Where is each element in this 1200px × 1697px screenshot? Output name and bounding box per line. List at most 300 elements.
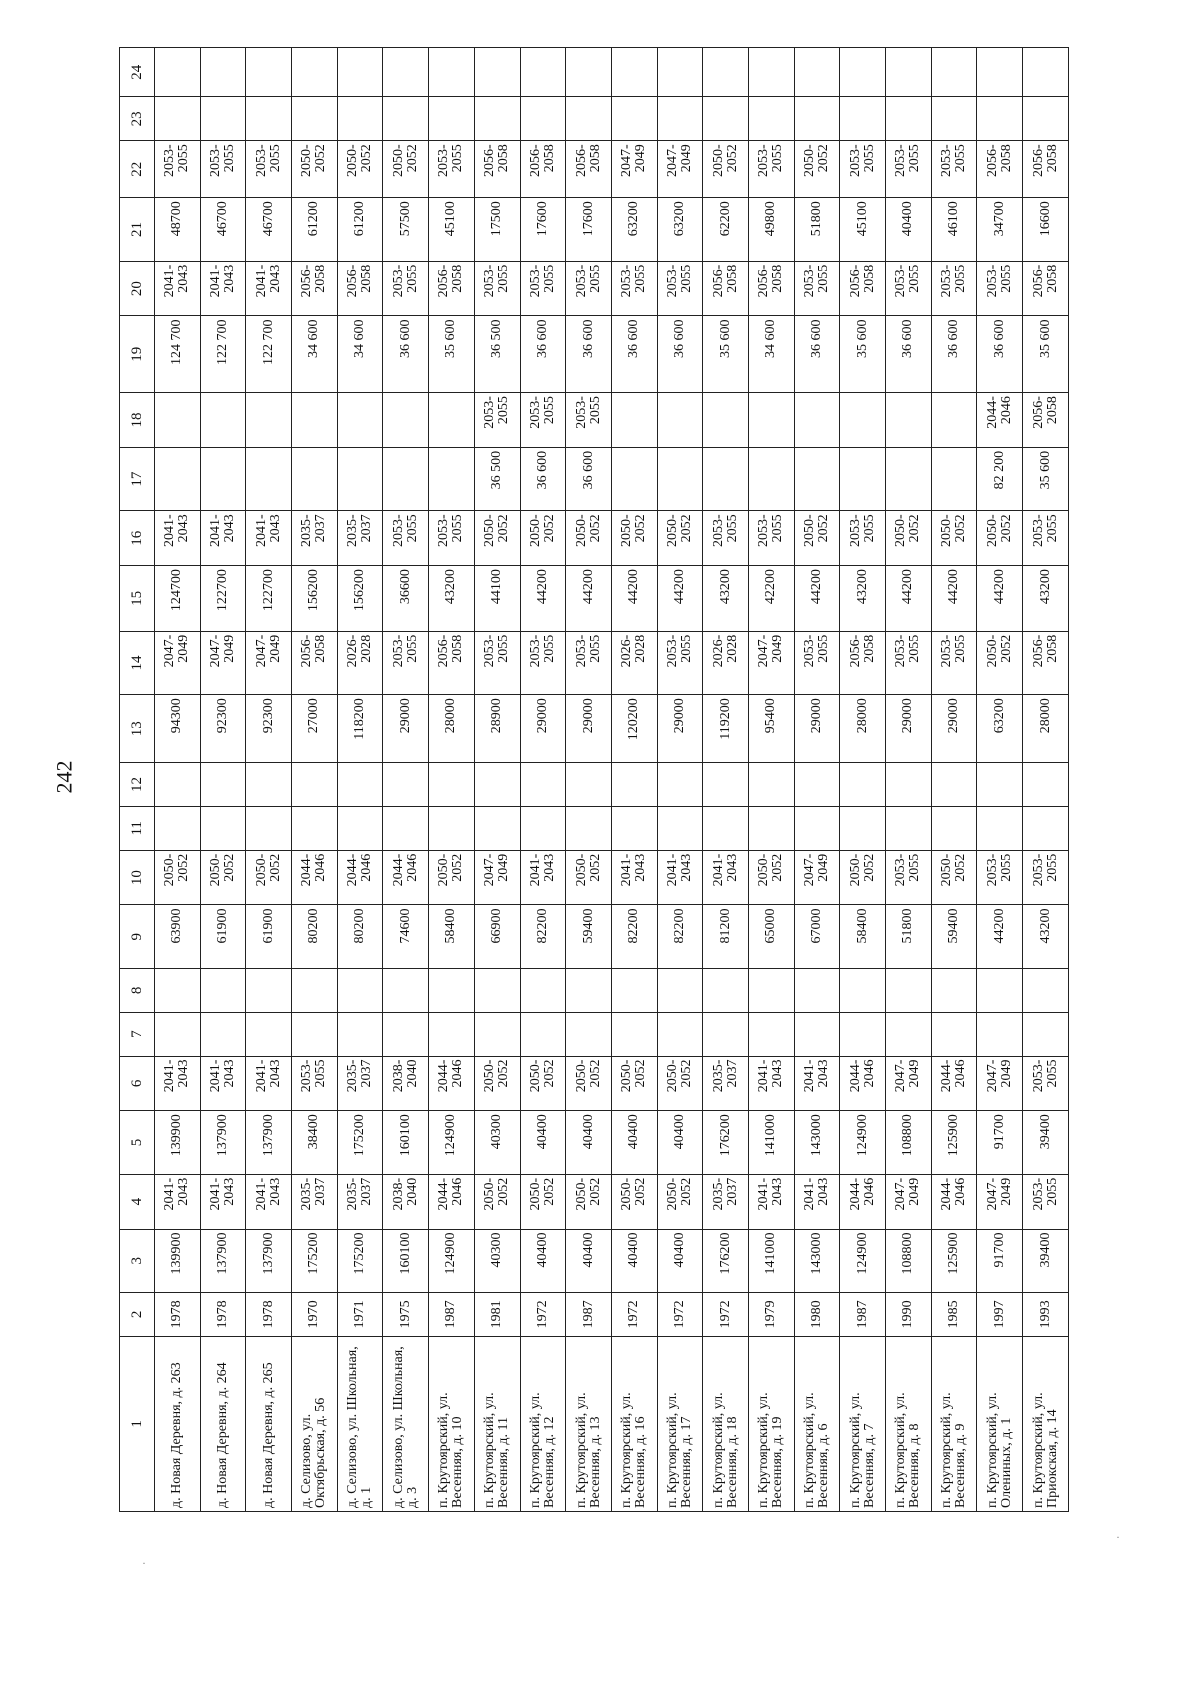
value-cell	[337, 1012, 383, 1056]
scan-mark: ·	[142, 1556, 146, 1570]
value-cell: 29000	[383, 695, 429, 763]
period-cell: 2056- 2058	[474, 141, 520, 198]
period-cell: 2053- 2055	[931, 261, 977, 316]
period-cell: 2053- 2055	[840, 511, 886, 566]
value-cell	[703, 447, 749, 511]
value-cell: 44200	[657, 566, 703, 632]
value-cell: 40400	[657, 1111, 703, 1175]
column-header: 17	[120, 447, 155, 511]
table-row	[566, 48, 612, 1512]
period-cell: 2041- 2043	[246, 1174, 292, 1229]
value-cell: 36 600	[566, 447, 612, 511]
period-cell: 2041- 2043	[520, 850, 566, 905]
value-cell	[246, 1012, 292, 1056]
period-cell: 2053- 2055	[886, 141, 932, 198]
value-cell	[703, 763, 749, 807]
value-cell	[931, 48, 977, 97]
year-cell: 1985	[931, 1293, 977, 1337]
value-cell: 124900	[429, 1229, 475, 1293]
table-row	[1023, 48, 1069, 1512]
value-cell	[155, 48, 201, 97]
period-cell: 2053- 2055	[474, 261, 520, 316]
value-cell	[520, 48, 566, 97]
value-cell: 29000	[794, 695, 840, 763]
scan-mark: ·	[1116, 1530, 1120, 1544]
value-cell: 57500	[383, 198, 429, 262]
period-cell: 2047- 2049	[657, 141, 703, 198]
value-cell	[931, 97, 977, 141]
value-cell: 141000	[748, 1229, 794, 1293]
value-cell	[520, 763, 566, 807]
address-cell: п. Крутоярский, ул. Весенняя, д. 7	[840, 1336, 886, 1511]
value-cell	[200, 1012, 246, 1056]
period-cell: 2053- 2055	[840, 141, 886, 198]
value-cell	[748, 447, 794, 511]
period-cell: 2041- 2043	[155, 511, 201, 566]
address-cell: д. Новая Деревня, д. 265	[246, 1336, 292, 1511]
value-cell: 36 600	[520, 316, 566, 393]
value-cell: 61900	[246, 905, 292, 969]
value-cell	[886, 48, 932, 97]
period-cell: 2056- 2058	[292, 631, 338, 695]
value-cell: 36 600	[611, 316, 657, 393]
period-cell: 2041- 2043	[748, 1174, 794, 1229]
value-cell	[200, 806, 246, 850]
period-cell: 2050- 2052	[520, 1174, 566, 1229]
period-cell: 2053- 2055	[931, 631, 977, 695]
table-row	[977, 48, 1023, 1512]
value-cell	[337, 393, 383, 448]
value-cell	[794, 806, 840, 850]
value-cell: 92300	[200, 695, 246, 763]
value-cell	[840, 763, 886, 807]
period-cell: 2047- 2049	[886, 1174, 932, 1229]
value-cell: 40400	[611, 1229, 657, 1293]
value-cell: 36 600	[931, 316, 977, 393]
value-cell: 160100	[383, 1111, 429, 1175]
value-cell	[337, 97, 383, 141]
value-cell	[246, 806, 292, 850]
period-cell: 2056- 2058	[1023, 631, 1069, 695]
period-cell: 2053- 2055	[566, 631, 612, 695]
value-cell	[246, 447, 292, 511]
value-cell	[429, 1012, 475, 1056]
value-cell: 36600	[383, 566, 429, 632]
period-cell: 2053- 2055	[383, 631, 429, 695]
period-cell: 2053- 2055	[886, 850, 932, 905]
value-cell	[611, 763, 657, 807]
value-cell	[292, 1012, 338, 1056]
value-cell	[292, 968, 338, 1012]
value-cell: 35 600	[703, 316, 749, 393]
value-cell: 94300	[155, 695, 201, 763]
value-cell	[200, 968, 246, 1012]
value-cell	[703, 1012, 749, 1056]
value-cell	[611, 97, 657, 141]
value-cell: 122700	[246, 566, 292, 632]
value-cell: 17600	[566, 198, 612, 262]
period-cell: 2053- 2055	[520, 393, 566, 448]
address-cell: п. Крутоярский, ул. Весенняя, д. 16	[611, 1336, 657, 1511]
address-cell: п. Крутоярский, ул. Весенняя, д. 18	[703, 1336, 749, 1511]
column-header: 14	[120, 631, 155, 695]
address-cell: п. Крутоярский, ул. Весенняя, д. 17	[657, 1336, 703, 1511]
period-cell: 2053- 2055	[474, 631, 520, 695]
value-cell	[794, 1012, 840, 1056]
value-cell	[155, 806, 201, 850]
column-header: 19	[120, 316, 155, 393]
value-cell: 124900	[840, 1111, 886, 1175]
period-cell: 2053- 2055	[566, 261, 612, 316]
column-header: 11	[120, 806, 155, 850]
value-cell: 44200	[931, 566, 977, 632]
value-cell	[155, 393, 201, 448]
period-cell: 2056- 2058	[292, 261, 338, 316]
table-row	[292, 48, 338, 1512]
value-cell	[886, 968, 932, 1012]
address-cell: д. Новая Деревня, д. 263	[155, 1336, 201, 1511]
value-cell: 36 600	[886, 316, 932, 393]
value-cell: 43200	[703, 566, 749, 632]
value-cell: 44200	[886, 566, 932, 632]
period-cell: 2041- 2043	[155, 261, 201, 316]
address-cell: д. Селизово, ул. Школьная, д. 1	[337, 1336, 383, 1511]
address-cell: д. Новая Деревня, д. 264	[200, 1336, 246, 1511]
value-cell	[566, 806, 612, 850]
column-header: 24	[120, 48, 155, 97]
period-cell: 2053- 2055	[155, 141, 201, 198]
column-header: 2	[120, 1293, 155, 1337]
period-cell: 2053- 2055	[1023, 850, 1069, 905]
value-cell	[429, 393, 475, 448]
value-cell	[429, 97, 475, 141]
value-cell: 67000	[794, 905, 840, 969]
value-cell	[931, 806, 977, 850]
period-cell: 2053- 2055	[1023, 511, 1069, 566]
value-cell	[703, 968, 749, 1012]
value-cell: 46700	[246, 198, 292, 262]
value-cell	[886, 97, 932, 141]
value-cell	[931, 968, 977, 1012]
value-cell	[337, 447, 383, 511]
period-cell: 2047- 2049	[246, 631, 292, 695]
table-row	[383, 48, 429, 1512]
period-cell: 2041- 2043	[200, 511, 246, 566]
period-cell: 2053- 2055	[931, 141, 977, 198]
period-cell: 2026- 2028	[337, 631, 383, 695]
value-cell: 28000	[1023, 695, 1069, 763]
period-cell: 2056- 2058	[840, 631, 886, 695]
period-cell: 2035- 2037	[292, 1174, 338, 1229]
period-cell: 2053- 2055	[429, 141, 475, 198]
value-cell: 17500	[474, 198, 520, 262]
address-cell: п. Крутоярский, ул. Весенняя, д. 8	[886, 1336, 932, 1511]
value-cell	[383, 1012, 429, 1056]
period-cell: 2056- 2058	[1023, 393, 1069, 448]
value-cell	[155, 763, 201, 807]
year-cell: 1972	[611, 1293, 657, 1337]
table-row	[429, 48, 475, 1512]
value-cell	[794, 393, 840, 448]
period-cell: 2050- 2052	[794, 511, 840, 566]
value-cell	[474, 48, 520, 97]
value-cell	[794, 97, 840, 141]
period-cell: 2035- 2037	[337, 1174, 383, 1229]
value-cell: 66900	[474, 905, 520, 969]
table-row	[794, 48, 840, 1512]
period-cell: 2050- 2052	[931, 511, 977, 566]
address-cell: п. Крутоярский, ул. Весенняя, д. 6	[794, 1336, 840, 1511]
column-header: 5	[120, 1111, 155, 1175]
period-cell: 2050- 2052	[566, 1056, 612, 1111]
period-cell: 2050- 2052	[474, 1174, 520, 1229]
value-cell	[155, 447, 201, 511]
period-cell: 2053- 2055	[794, 631, 840, 695]
table-row	[474, 48, 520, 1512]
value-cell: 63900	[155, 905, 201, 969]
value-cell	[566, 968, 612, 1012]
value-cell: 43200	[840, 566, 886, 632]
value-cell: 39400	[1023, 1229, 1069, 1293]
value-cell: 81200	[703, 905, 749, 969]
value-cell	[246, 968, 292, 1012]
value-cell	[200, 447, 246, 511]
value-cell: 82200	[611, 905, 657, 969]
value-cell	[200, 393, 246, 448]
value-cell	[155, 968, 201, 1012]
value-cell	[931, 1012, 977, 1056]
value-cell: 34 600	[292, 316, 338, 393]
value-cell: 63200	[611, 198, 657, 262]
period-cell: 2053- 2055	[292, 1056, 338, 1111]
value-cell: 40400	[566, 1111, 612, 1175]
table-row	[748, 48, 794, 1512]
year-cell: 1987	[429, 1293, 475, 1337]
value-cell	[977, 97, 1023, 141]
value-cell	[840, 968, 886, 1012]
period-cell: 2050- 2052	[246, 850, 292, 905]
value-cell: 58400	[429, 905, 475, 969]
value-cell	[931, 763, 977, 807]
value-cell: 137900	[246, 1229, 292, 1293]
value-cell	[931, 447, 977, 511]
value-cell	[429, 48, 475, 97]
period-cell: 2026- 2028	[703, 631, 749, 695]
value-cell	[520, 97, 566, 141]
value-cell: 95400	[748, 695, 794, 763]
value-cell	[337, 763, 383, 807]
period-cell: 2050- 2052	[657, 1056, 703, 1111]
column-header: 4	[120, 1174, 155, 1229]
value-cell	[611, 1012, 657, 1056]
period-cell: 2056- 2058	[520, 141, 566, 198]
table-row	[886, 48, 932, 1512]
period-cell: 2044- 2046	[840, 1056, 886, 1111]
period-cell: 2050- 2052	[657, 1174, 703, 1229]
period-cell: 2041- 2043	[200, 1056, 246, 1111]
period-cell: 2044- 2046	[383, 850, 429, 905]
value-cell: 119200	[703, 695, 749, 763]
year-cell: 1972	[520, 1293, 566, 1337]
period-cell: 2053- 2055	[886, 261, 932, 316]
value-cell: 175200	[337, 1111, 383, 1175]
value-cell	[977, 1012, 1023, 1056]
value-cell	[429, 968, 475, 1012]
value-cell: 29000	[931, 695, 977, 763]
address-cell: п. Крутоярский, ул. Приокская, д. 14	[1023, 1336, 1069, 1511]
value-cell	[977, 763, 1023, 807]
column-header: 12	[120, 763, 155, 807]
value-cell: 91700	[977, 1111, 1023, 1175]
period-cell: 2050- 2052	[474, 1056, 520, 1111]
value-cell	[246, 763, 292, 807]
value-cell	[748, 393, 794, 448]
year-cell: 1979	[748, 1293, 794, 1337]
value-cell: 141000	[748, 1111, 794, 1175]
value-cell	[520, 806, 566, 850]
value-cell: 29000	[886, 695, 932, 763]
period-cell: 2053- 2055	[977, 850, 1023, 905]
value-cell: 51800	[886, 905, 932, 969]
value-cell: 40400	[611, 1111, 657, 1175]
value-cell: 124900	[840, 1229, 886, 1293]
value-cell: 108800	[886, 1111, 932, 1175]
data-table	[119, 47, 1069, 1512]
value-cell: 27000	[292, 695, 338, 763]
value-cell	[794, 447, 840, 511]
address-cell: п. Крутоярский, ул. Олениных, д. 1	[977, 1336, 1023, 1511]
period-cell: 2041- 2043	[246, 1056, 292, 1111]
value-cell	[840, 806, 886, 850]
value-cell	[840, 48, 886, 97]
value-cell: 44100	[474, 566, 520, 632]
value-cell: 108800	[886, 1229, 932, 1293]
period-cell: 2044- 2046	[429, 1174, 475, 1229]
value-cell: 156200	[292, 566, 338, 632]
value-cell	[1023, 806, 1069, 850]
value-cell	[611, 393, 657, 448]
value-cell: 44200	[794, 566, 840, 632]
period-cell: 2050- 2052	[429, 850, 475, 905]
value-cell: 175200	[337, 1229, 383, 1293]
value-cell: 137900	[200, 1111, 246, 1175]
period-cell: 2041- 2043	[794, 1174, 840, 1229]
address-cell: п. Крутоярский, ул. Весенняя, д. 19	[748, 1336, 794, 1511]
period-cell: 2041- 2043	[611, 850, 657, 905]
period-cell: 2056- 2058	[429, 631, 475, 695]
period-cell: 2050- 2052	[794, 141, 840, 198]
value-cell	[429, 763, 475, 807]
value-cell	[840, 97, 886, 141]
value-cell	[657, 393, 703, 448]
period-cell: 2050- 2052	[520, 511, 566, 566]
value-cell	[840, 447, 886, 511]
period-cell: 2044- 2046	[429, 1056, 475, 1111]
value-cell: 43200	[1023, 566, 1069, 632]
value-cell: 28000	[429, 695, 475, 763]
value-cell: 176200	[703, 1229, 749, 1293]
value-cell	[611, 447, 657, 511]
value-cell: 124900	[429, 1111, 475, 1175]
year-cell: 1972	[703, 1293, 749, 1337]
column-header: 8	[120, 968, 155, 1012]
value-cell: 36 600	[977, 316, 1023, 393]
period-cell: 2056- 2058	[977, 141, 1023, 198]
column-header: 13	[120, 695, 155, 763]
year-cell: 1997	[977, 1293, 1023, 1337]
value-cell: 35 600	[840, 316, 886, 393]
value-cell: 44200	[977, 566, 1023, 632]
value-cell: 120200	[611, 695, 657, 763]
value-cell: 36 500	[474, 316, 520, 393]
period-cell: 2056- 2058	[429, 261, 475, 316]
period-cell: 2047- 2049	[977, 1056, 1023, 1111]
value-cell	[931, 393, 977, 448]
period-cell: 2056- 2058	[1023, 141, 1069, 198]
value-cell	[566, 763, 612, 807]
value-cell: 16600	[1023, 198, 1069, 262]
value-cell	[657, 1012, 703, 1056]
value-cell: 44200	[520, 566, 566, 632]
value-cell	[657, 97, 703, 141]
year-cell: 1971	[337, 1293, 383, 1337]
period-cell: 2053- 2055	[748, 141, 794, 198]
period-cell: 2056- 2058	[840, 261, 886, 316]
period-cell: 2050- 2052	[337, 141, 383, 198]
period-cell: 2053- 2055	[703, 511, 749, 566]
period-cell: 2050- 2052	[657, 511, 703, 566]
year-cell: 1978	[155, 1293, 201, 1337]
value-cell: 160100	[383, 1229, 429, 1293]
value-cell: 63200	[657, 198, 703, 262]
value-cell: 34 600	[337, 316, 383, 393]
value-cell: 118200	[337, 695, 383, 763]
period-cell: 2041- 2043	[200, 1174, 246, 1229]
period-cell: 2053- 2055	[246, 141, 292, 198]
period-cell: 2053- 2055	[383, 261, 429, 316]
value-cell	[474, 97, 520, 141]
period-cell: 2035- 2037	[337, 1056, 383, 1111]
value-cell: 61200	[337, 198, 383, 262]
year-cell: 1978	[246, 1293, 292, 1337]
period-cell: 2050- 2052	[566, 511, 612, 566]
period-cell: 2047- 2049	[886, 1056, 932, 1111]
value-cell	[703, 97, 749, 141]
period-cell: 2038- 2040	[383, 1174, 429, 1229]
value-cell	[703, 48, 749, 97]
value-cell	[337, 806, 383, 850]
value-cell: 124 700	[155, 316, 201, 393]
value-cell: 40300	[474, 1229, 520, 1293]
value-cell: 122700	[200, 566, 246, 632]
value-cell: 176200	[703, 1111, 749, 1175]
value-cell: 35 600	[1023, 316, 1069, 393]
year-cell: 1975	[383, 1293, 429, 1337]
value-cell: 91700	[977, 1229, 1023, 1293]
period-cell: 2053- 2055	[977, 261, 1023, 316]
period-cell: 2050- 2052	[611, 1056, 657, 1111]
value-cell	[200, 48, 246, 97]
value-cell: 44200	[611, 566, 657, 632]
value-cell	[611, 48, 657, 97]
value-cell	[657, 763, 703, 807]
value-cell	[657, 48, 703, 97]
value-cell: 43200	[1023, 905, 1069, 969]
value-cell: 156200	[337, 566, 383, 632]
value-cell: 175200	[292, 1229, 338, 1293]
value-cell	[1023, 48, 1069, 97]
year-cell: 1993	[1023, 1293, 1069, 1337]
